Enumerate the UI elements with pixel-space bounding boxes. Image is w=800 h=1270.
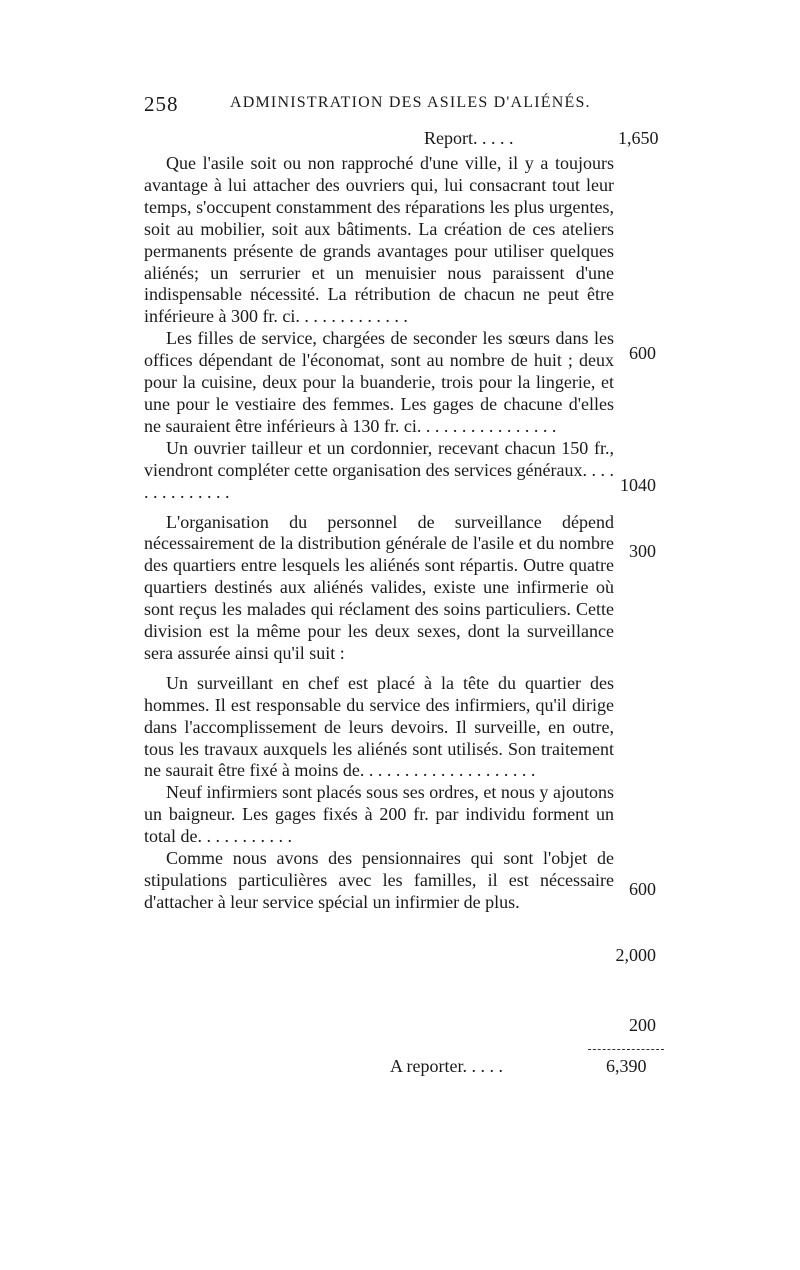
- paragraph-surveillance-organisation: L'organisation du personnel de surveillance dépend nécessairement de la distribution générale de l'asile et du nombre des quartiers entre lesquels les aliénés sont répartis. Outre quatre quartiers destinés aux aliénés valides, existe une infirmerie où sont reçus les malades qui réclament des soins particuliers. Cette division est la même pour les deux sexes, dont la surveillance sera assurée ainsi qu'il suit :: [144, 511, 614, 663]
- carried-forward-amount: 1,650: [618, 128, 659, 148]
- carried-forward-label: Report. . . . .: [424, 128, 514, 148]
- body-text: [144, 153, 614, 914]
- carry-over-line: [390, 1056, 647, 1077]
- paragraph-service-girls: Les filles de service, chargées de seconder les sœurs dans les offices dépendant de l'économat, sont au nombre de huit ; deux pour la cuisine, deux pour la buanderie, trois pour la lingerie, et une pour le vestiaire des femmes. Les gages de chacune d'elles ne sauraient être inférieurs à 130 fr. ci. . . . . . . . . . . . . . . .: [144, 328, 614, 436]
- carry-over-amount: 6,390: [606, 1056, 647, 1076]
- amount-service-girls: 1040: [620, 475, 656, 495]
- paragraph-head-surveillant: Un surveillant en chef est placé à la tête du quartier des hommes. Il est responsable du service des infirmiers, qu'il dirige dans l'accomplissement de leurs devoirs. Il surveille, en outre, tous les travaux auxquels les aliénés sont utilisés. Son traitement ne saurait être fixé à moins de. . . . . . . . . . . . . . . . . . . .: [144, 672, 614, 781]
- amount-workers: 600: [629, 343, 656, 363]
- amount-nurses: 2,000: [615, 945, 656, 965]
- amount-head-surveillant: 600: [629, 879, 656, 899]
- amount-extra-nurse: 200: [629, 1015, 656, 1035]
- paragraph-tailor-cobbler: Un ouvrier tailleur et un cordonnier, recevant chacun 150 fr., viendront compléter cette organisation des services généraux. . . . . . . . . . . . . .: [144, 437, 615, 502]
- sum-rule: [588, 1049, 664, 1050]
- running-title: ADMINISTRATION DES ASILES D'ALIÉNÉS.: [230, 94, 591, 111]
- carry-over-label: A reporter. . . . .: [390, 1056, 503, 1076]
- paragraph-nurses: Neuf infirmiers sont placés sous ses ordres, et nous y ajoutons un baigneur. Les gages fixés à 200 fr. par individu forment un total de. . . . . . . . . . .: [144, 782, 614, 847]
- page-number: 258: [144, 92, 179, 116]
- page-header: [144, 92, 614, 120]
- carried-forward-line: [424, 128, 659, 149]
- amount-tailor-cobbler: 300: [629, 541, 656, 561]
- paragraph-extra-nurse: Comme nous avons des pensionnaires qui sont l'objet de stipulations particulières avec les familles, il est nécessaire d'attacher à leur service spécial un infirmier de plus.: [144, 848, 614, 912]
- paragraph-workers: Que l'asile soit ou non rapproché d'une ville, il y a toujours avantage à lui attacher des ouvriers qui, lui consacrant tout leur temps, s'occupent constamment des réparations les plus urgentes, soit au mobilier, soit aux bâtiments. La création de ces ateliers permanents présente de grands avantages pour utiliser quelques aliénés; un serrurier et un menuisier nous paraissent d'une indispensable nécessité. La rétribution de chacun ne peut être inférieure à 300 fr. ci. . . . . . . . . . . . .: [144, 153, 614, 327]
